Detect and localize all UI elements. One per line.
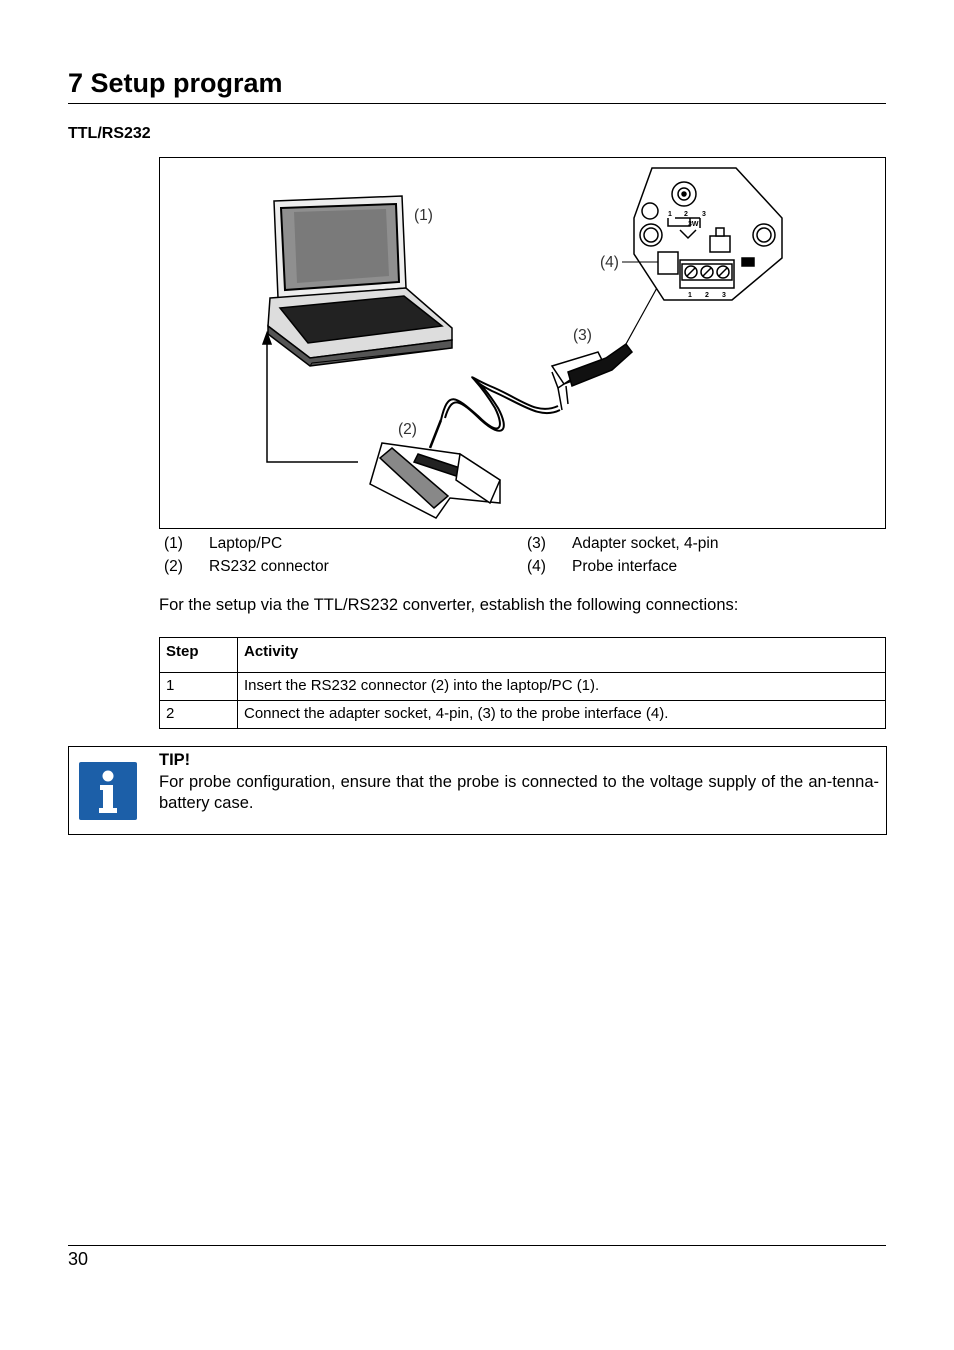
legend-number: (2) (164, 558, 183, 575)
board-mark-1: 1 (668, 211, 672, 218)
probe-board-illustration (622, 168, 782, 300)
terminal-number-1: 1 (688, 292, 692, 299)
callout-adapter: (3) (573, 327, 592, 344)
rs232-connector-illustration (370, 420, 500, 518)
step-number: 1 (160, 673, 238, 701)
terminal-number-2: 2 (705, 292, 709, 299)
steps-table (159, 637, 886, 729)
footer-divider (68, 1245, 886, 1246)
legend-number: (4) (527, 558, 546, 575)
table-header-row (160, 638, 886, 673)
connection-illustration (160, 158, 885, 528)
chapter-title: 7 Setup program (68, 68, 283, 98)
legend-label: Probe interface (572, 558, 678, 575)
legend-label: RS232 connector (209, 558, 329, 575)
table-row (160, 701, 886, 729)
column-header-step: Step (160, 638, 238, 673)
legend-label: Laptop/PC (209, 535, 283, 552)
connection-diagram (159, 157, 886, 529)
callout-probe: (4) (600, 254, 619, 271)
terminal-number-3: 3 (722, 292, 726, 299)
legend-label: Adapter socket, 4-pin (572, 535, 719, 552)
column-header-activity: Activity (238, 638, 886, 673)
board-mark-3: 3 (702, 211, 706, 218)
tip-title: TIP! (159, 751, 191, 769)
table-row (160, 673, 886, 701)
info-icon (79, 762, 137, 820)
callout-rs232: (2) (398, 421, 417, 438)
step-activity: Insert the RS232 connector (2) into the laptop/PC (1). (238, 673, 886, 701)
converter-cable (441, 377, 560, 431)
step-number: 2 (160, 701, 238, 729)
intro-paragraph: For the setup via the TTL/RS232 converter, establish the following connections: (159, 596, 739, 614)
board-mark-3w: 3W (688, 221, 699, 228)
legend-number: (3) (527, 535, 546, 552)
legend-number: (1) (164, 535, 183, 552)
section-heading: TTL/RS232 (68, 125, 151, 142)
chapter-divider (68, 103, 886, 104)
callout-laptop: (1) (414, 207, 433, 224)
adapter-socket-illustration (552, 286, 658, 410)
step-activity: Connect the adapter socket, 4-pin, (3) to the probe interface (4). (238, 701, 886, 729)
page-number: 30 (68, 1249, 89, 1269)
tip-text: For probe configuration, ensure that the probe is connected to the voltage supply of the an-tenna-battery case. (159, 773, 879, 812)
board-mark-2: 2 (684, 211, 688, 218)
